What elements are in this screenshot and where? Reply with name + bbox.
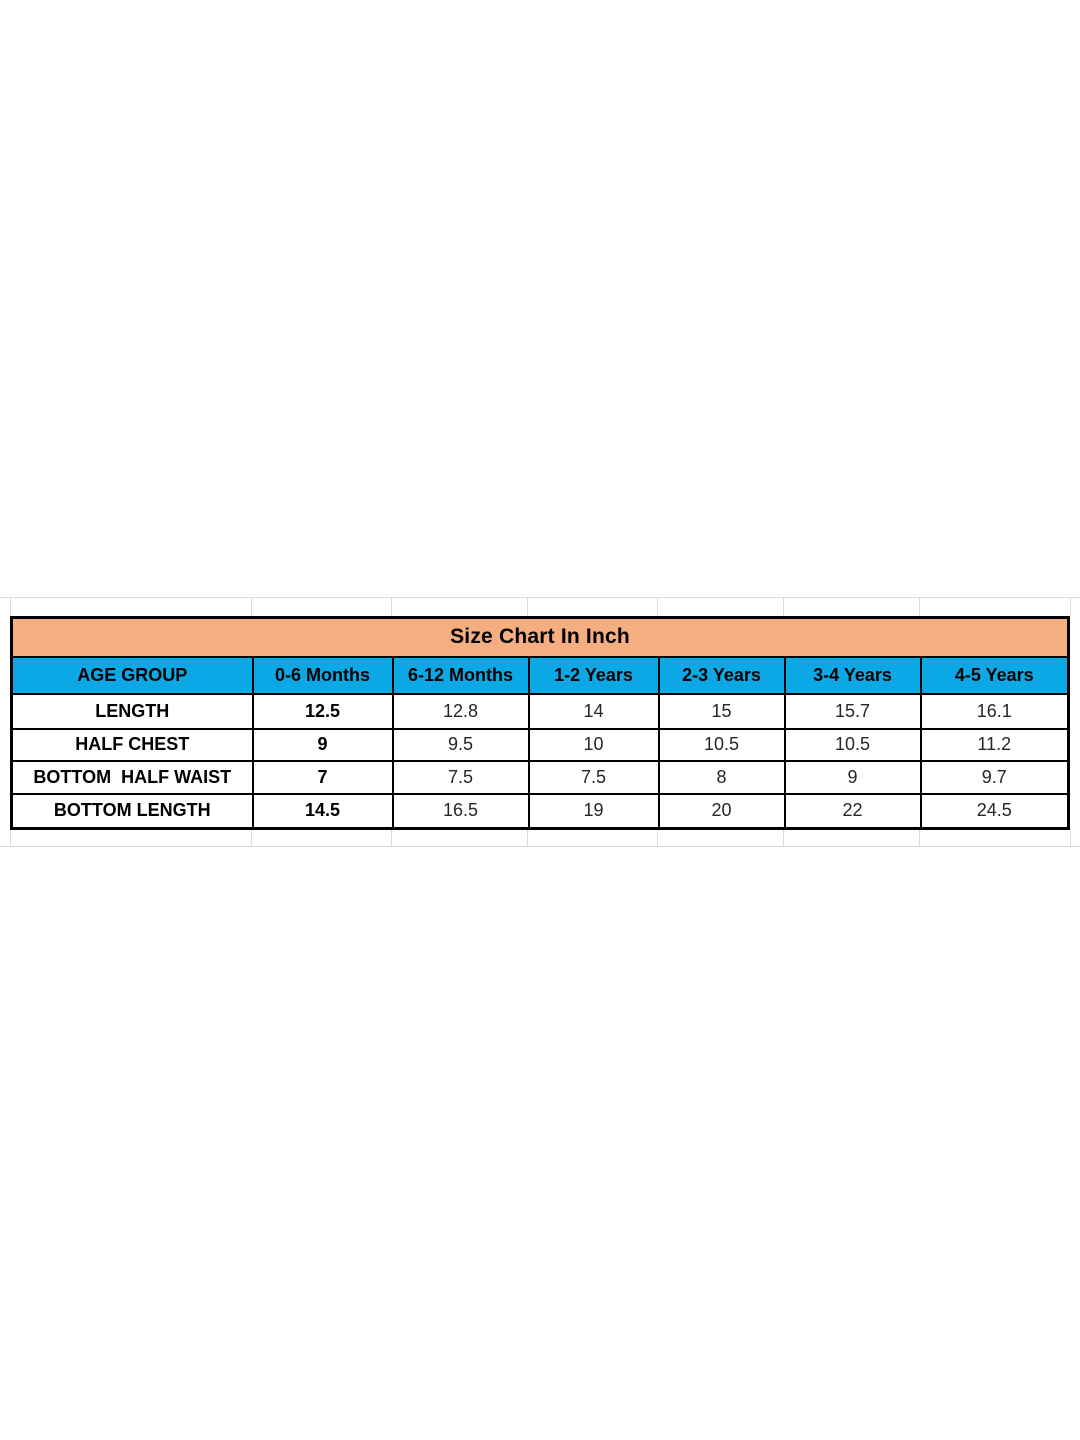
- column-header-2-3-years: 2-3 Years: [659, 657, 785, 694]
- size-value-cell: 9: [253, 729, 393, 761]
- size-value-cell: 7.5: [393, 761, 529, 794]
- sheet-gridline: [10, 598, 11, 616]
- size-value-cell: 9: [785, 761, 921, 794]
- column-header-0-6-months: 0-6 Months: [253, 657, 393, 694]
- table-row-length: [12, 694, 1069, 729]
- size-value-cell: 8: [659, 761, 785, 794]
- size-value-cell: 14: [529, 694, 659, 729]
- column-header-6-12-months: 6-12 Months: [393, 657, 529, 694]
- sheet-gridline: [251, 598, 252, 616]
- size-value-cell: 22: [785, 794, 921, 829]
- sheet-gridline: [783, 598, 784, 616]
- size-value-cell: 15: [659, 694, 785, 729]
- size-value-cell: 10.5: [785, 729, 921, 761]
- column-header-3-4-years: 3-4 Years: [785, 657, 921, 694]
- size-value-cell: 24.5: [921, 794, 1069, 829]
- row-label-bottom-length: BOTTOM LENGTH: [12, 794, 253, 829]
- sheet-gridline: [657, 598, 658, 616]
- size-value-cell: 10: [529, 729, 659, 761]
- table-row-half-chest: [12, 729, 1069, 761]
- table-title: Size Chart In Inch: [12, 618, 1069, 657]
- row-label-length: LENGTH: [12, 694, 253, 729]
- size-value-cell: 20: [659, 794, 785, 829]
- row-label-half-chest: HALF CHEST: [12, 729, 253, 761]
- sheet-gridline: [657, 828, 658, 846]
- sheet-gridline: [919, 828, 920, 846]
- sheet-gridline: [1070, 828, 1071, 846]
- sheet-gridline: [0, 846, 1080, 847]
- sheet-gridline: [1070, 598, 1071, 616]
- sheet-gridline: [251, 828, 252, 846]
- size-value-cell: 7: [253, 761, 393, 794]
- table-row-bottom-half-waist: [12, 761, 1069, 794]
- size-value-cell: 11.2: [921, 729, 1069, 761]
- size-value-cell: 9.5: [393, 729, 529, 761]
- size-value-cell: 15.7: [785, 694, 921, 729]
- sheet-gridline: [10, 828, 11, 846]
- column-header-1-2-years: 1-2 Years: [529, 657, 659, 694]
- sheet-gridline: [783, 828, 784, 846]
- size-chart-table: [10, 616, 1070, 830]
- table-row-bottom-length: [12, 794, 1069, 829]
- column-header-age-group: AGE GROUP: [12, 657, 253, 694]
- size-value-cell: 14.5: [253, 794, 393, 829]
- sheet-gridline: [391, 828, 392, 846]
- sheet-gridline: [527, 598, 528, 616]
- size-value-cell: 16.1: [921, 694, 1069, 729]
- size-value-cell: 12.8: [393, 694, 529, 729]
- size-value-cell: 9.7: [921, 761, 1069, 794]
- column-header-4-5-years: 4-5 Years: [921, 657, 1069, 694]
- size-value-cell: 16.5: [393, 794, 529, 829]
- size-value-cell: 7.5: [529, 761, 659, 794]
- sheet-gridline: [391, 598, 392, 616]
- table-header-row: [12, 657, 1069, 694]
- table-title-row: [12, 618, 1069, 657]
- sheet-gridline: [919, 598, 920, 616]
- size-value-cell: 19: [529, 794, 659, 829]
- size-value-cell: 12.5: [253, 694, 393, 729]
- sheet-gridline: [527, 828, 528, 846]
- size-value-cell: 10.5: [659, 729, 785, 761]
- sheet-gridline: [0, 597, 1080, 598]
- row-label-bottom-half-waist: BOTTOM HALF WAIST: [12, 761, 253, 794]
